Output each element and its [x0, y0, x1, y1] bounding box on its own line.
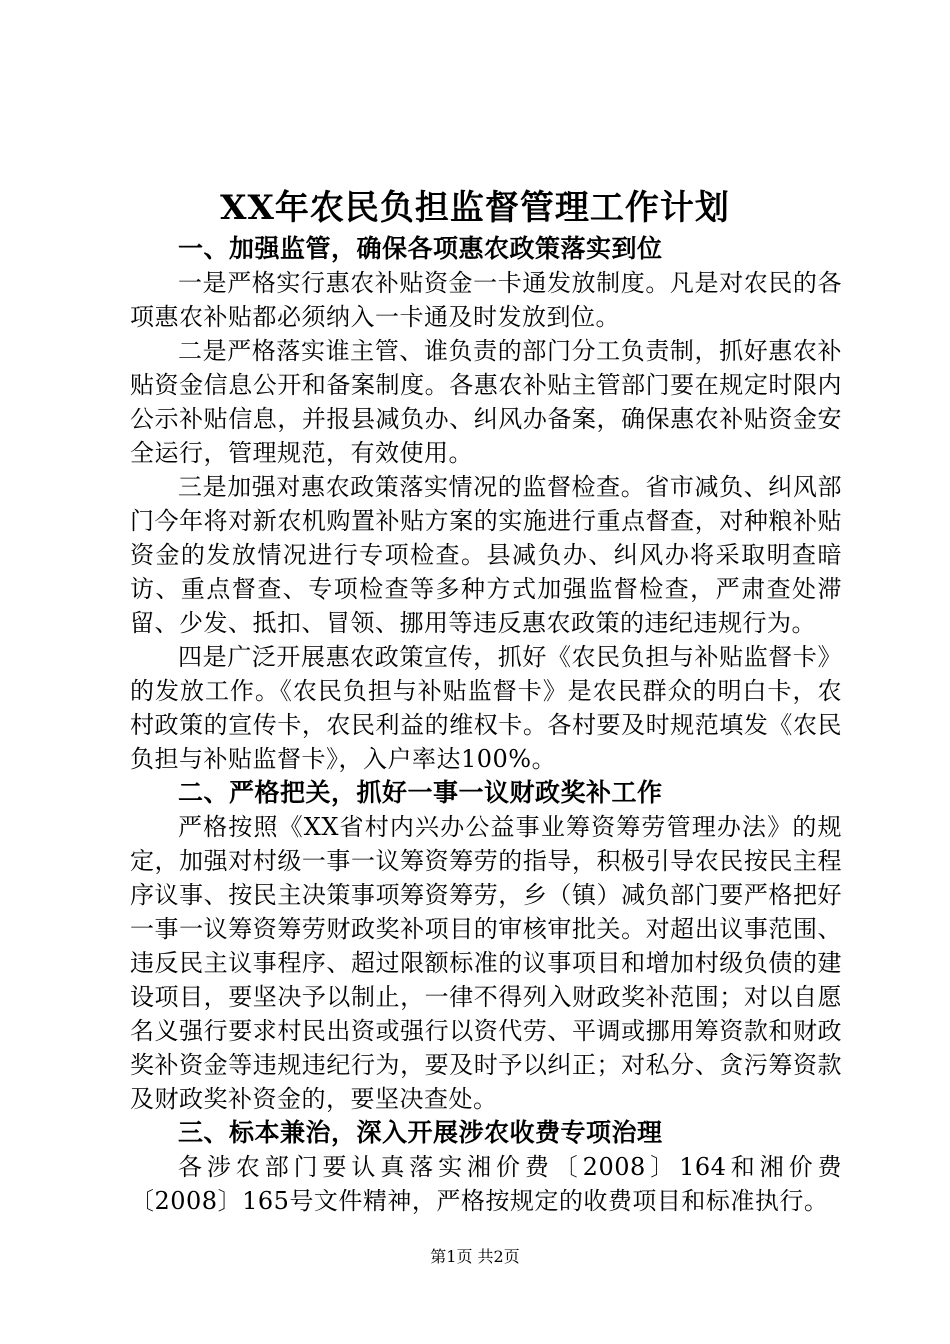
section-heading-3: 三、标本兼治，深入开展涉农收费专项治理 [178, 1118, 663, 1147]
section-1-paragraph-4: 四是广泛开展惠农政策宣传，抓好《农民负担与补贴监督卡》的发放工作。《农民负担与补贴监督卡》是农民群众的明白卡，农村政策的宣传卡，农民利益的维权卡。各村要及时规范填发《农民负担与补贴监督卡》，入户率达100%。 [130, 643, 842, 773]
document-body [130, 232, 842, 1218]
section-1-paragraph-1: 一是严格实行惠农补贴资金一卡通发放制度。凡是对农民的各项惠农补贴都必须纳入一卡通及时发放到位。 [130, 269, 842, 331]
section-3-paragraph-1: 各涉农部门要认真落实湘价费〔2008〕164和湘价费〔2008〕165号文件精神，严格按规定的收费项目和标准执行。 [130, 1153, 842, 1215]
section-heading-2: 二、严格把关，抓好一事一议财政奖补工作 [178, 778, 663, 807]
section-heading-1: 一、加强监管，确保各项惠农政策落实到位 [178, 234, 663, 263]
section-1-paragraph-2: 二是严格落实谁主管、谁负责的部门分工负责制，抓好惠农补贴资金信息公开和备案制度。各惠农补贴主管部门要在规定时限内公示补贴信息，并报县减负办、纠风办备案，确保惠农补贴资金安全运行，管理规范，有效使用。 [130, 337, 842, 467]
section-2-paragraph-1: 严格按照《XX省村内兴办公益事业筹资筹劳管理办法》的规定，加强对村级一事一议筹资筹劳的指导，积极引导农民按民主程序议事、按民主决策事项筹资筹劳，乡（镇）减负部门要严格把好一事一议筹资筹劳财政奖补项目的审核审批关。对超出议事范围、违反民主议事程序、超过限额标准的议事项目和增加村级负债的建设项目，要坚决予以制止，一律不得列入财政奖补范围；对以自愿名义强行要求村民出资或强行以资代劳、平调或挪用筹资款和财政奖补资金等违规违纪行为，要及时予以纠正；对私分、贪污筹资款及财政奖补资金的，要坚决查处。 [130, 813, 842, 1113]
document-title: XX年农民负担监督管理工作计划 [220, 188, 730, 228]
section-1-paragraph-3: 三是加强对惠农政策落实情况的监督检查。省市减负、纠风部门今年将对新农机购置补贴方案的实施进行重点督查，对种粮补贴资金的发放情况进行专项检查。县减负办、纠风办将采取明查暗访、重点督查、专项检查等多种方式加强监督检查，严肃查处滞留、少发、抵扣、冒领、挪用等违反惠农政策的违纪违规行为。 [130, 473, 842, 637]
page-footer: 第1页 共2页 [430, 1247, 520, 1266]
